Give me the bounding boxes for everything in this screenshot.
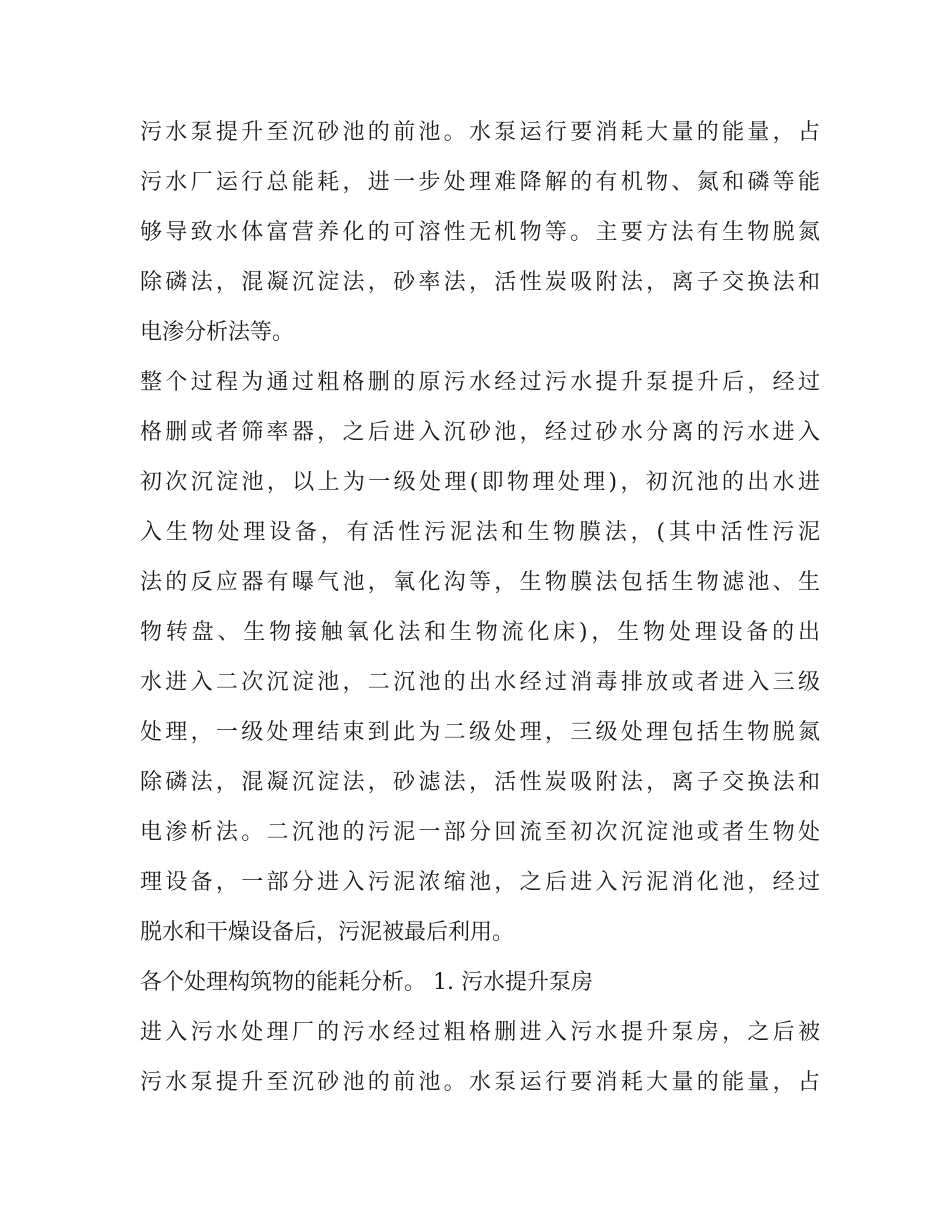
text-line: 够导致水体富营养化的可溶性无机物等。主要方法有生物脱氮 [140, 220, 820, 245]
paragraph-energy-intro [140, 108, 820, 358]
text-line: 法的反应器有曝气池，氧化沟等，生物膜法包括生物滤池、生 [140, 570, 820, 595]
text-line: 处理，一级处理结束到此为二级处理，三级处理包括生物脱氮 [140, 720, 820, 745]
section-heading: 各个处理构筑物的能耗分析。 1. 污水提升泵房 [140, 970, 593, 995]
text-line: 理设备，一部分进入污泥浓缩池，之后进入污泥消化池，经过 [140, 870, 820, 895]
text-line: 入生物处理设备，有活性污泥法和生物膜法，(其中活性污泥 [140, 520, 820, 545]
text-line: 污水泵提升至沉砂池的前池。水泵运行要消耗大量的能量，占 [140, 120, 820, 145]
text-line: 除磷法，混凝沉淀法，砂滤法，活性炭吸附法，离子交换法和 [140, 770, 820, 795]
text-line: 电渗分析法等。 [140, 320, 295, 345]
text-line: 初次沉淀池，以上为一级处理(即物理处理)，初沉池的出水进 [140, 470, 820, 495]
section-heading-energy-analysis [140, 958, 820, 1008]
document-page [140, 108, 820, 1108]
text-line: 水进入二次沉淀池，二沉池的出水经过消毒排放或者进入三级 [140, 670, 820, 695]
text-line: 电渗析法。二沉池的污泥一部分回流至初次沉淀池或者生物处 [140, 820, 820, 845]
text-line: 整个过程为通过粗格删的原污水经过污水提升泵提升后，经过 [140, 370, 820, 395]
paragraph-pump-station [140, 1008, 820, 1108]
text-line: 格删或者筛率器，之后进入沉砂池，经过砂水分离的污水进入 [140, 420, 820, 445]
text-line: 进入污水处理厂的污水经过粗格删进入污水提升泵房，之后被 [140, 1020, 820, 1045]
text-line: 污水厂运行总能耗，进一步处理难降解的有机物、氮和磷等能 [140, 170, 820, 195]
text-line: 物转盘、生物接触氧化法和生物流化床)，生物处理设备的出 [140, 620, 820, 645]
paragraph-process-overview [140, 358, 820, 958]
text-line: 污水泵提升至沉砂池的前池。水泵运行要消耗大量的能量，占 [140, 1070, 820, 1095]
text-line: 脱水和干燥设备后，污泥被最后利用。 [140, 920, 515, 945]
text-line: 除磷法，混凝沉淀法，砂率法，活性炭吸附法，离子交换法和 [140, 270, 820, 295]
